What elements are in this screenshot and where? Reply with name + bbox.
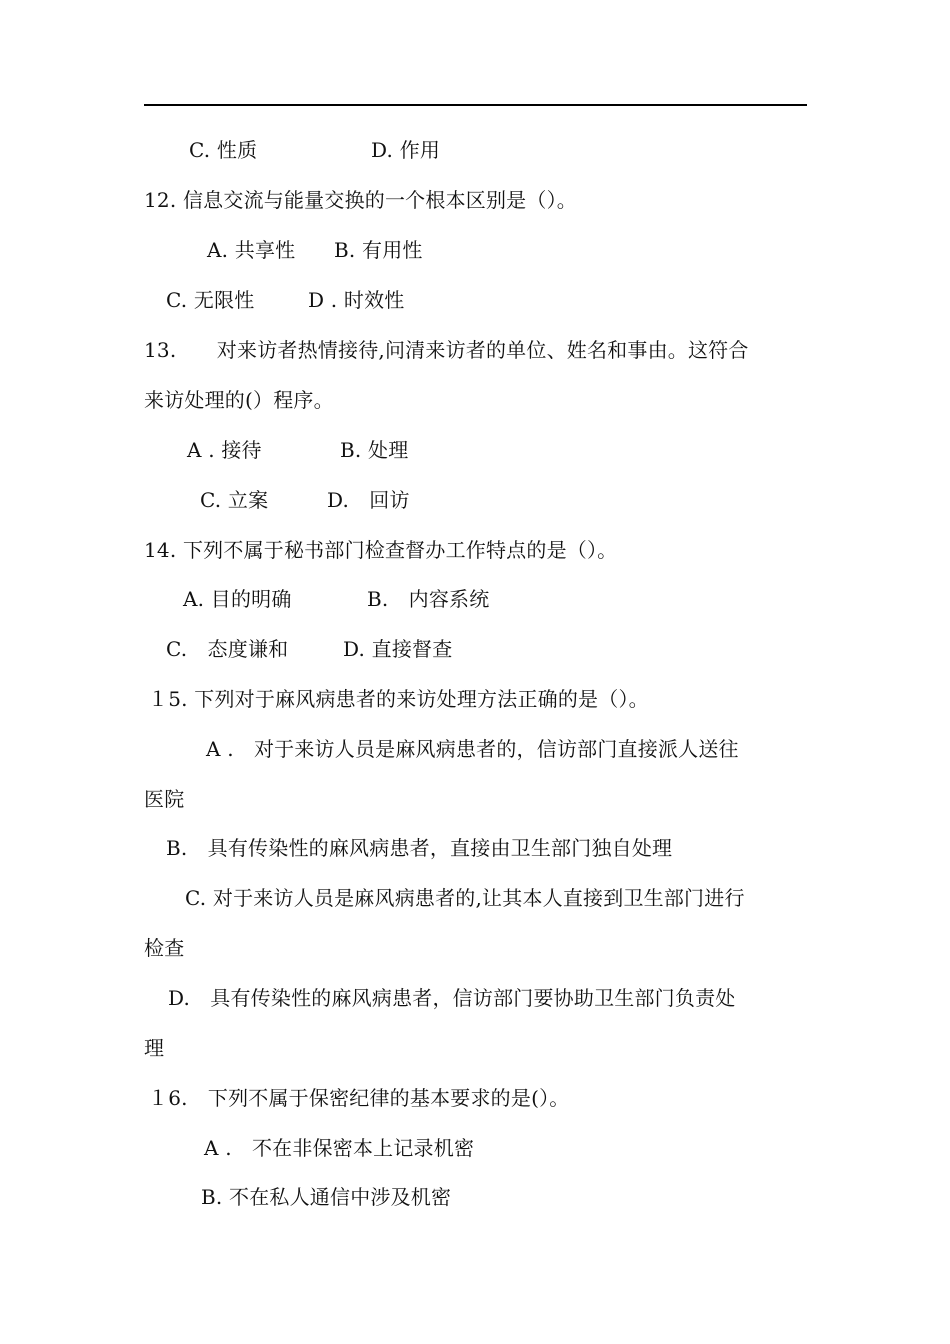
q13-option-d: D. 回访 — [327, 488, 410, 512]
question-13-line2: 来访处理的(）程序。 — [144, 388, 334, 412]
question-14: 14. 下列不属于秘书部门检查督办工作特点的是（）。 — [144, 538, 618, 562]
question-12: 12. 信息交流与能量交换的一个根本区别是（）。 — [144, 188, 577, 212]
q12-option-a: A. 共享性 — [207, 238, 296, 262]
header-rule — [144, 104, 807, 106]
question-15: １5. 下列对于麻风病患者的来访处理方法正确的是（）。 — [148, 687, 649, 711]
q16-option-b: B. 不在私人通信中涉及机密 — [201, 1185, 452, 1209]
q15-option-b: B. 具有传染性的麻风病患者，直接由卫生部门独自处理 — [166, 836, 673, 860]
q14-option-d: D. 直接督查 — [343, 637, 453, 661]
q15-option-c-line2: 检查 — [144, 936, 185, 960]
q12-option-d: D . 时效性 — [308, 288, 405, 312]
q15-option-a-line1: A . 对于来访人员是麻风病患者的，信访部门直接派人送往 — [206, 737, 739, 761]
q15-option-c-line1: C. 对于来访人员是麻风病患者的,让其本人直接到卫生部门进行 — [185, 886, 745, 910]
q14-option-c: C. 态度谦和 — [166, 637, 289, 661]
q16-option-a: A . 不在非保密本上记录机密 — [204, 1136, 475, 1160]
q12-option-b: B. 有用性 — [334, 238, 423, 262]
q13-option-a: A . 接待 — [187, 438, 262, 462]
q13-option-b: B. 处理 — [340, 438, 409, 462]
q15-option-d-line2: 理 — [144, 1036, 165, 1060]
q14-option-b: B. 内容系统 — [367, 587, 490, 611]
option-d-zuoyong: D. 作用 — [371, 138, 441, 162]
question-13-line1: 13. 对来访者热情接待,问清来访者的单位、姓名和事由。这符合 — [144, 338, 749, 362]
q15-option-a-line2: 医院 — [144, 787, 185, 811]
question-16: １6. 下列不属于保密纪律的基本要求的是(）。 — [148, 1086, 570, 1110]
q13-option-c: C. 立案 — [200, 488, 269, 512]
q14-option-a: A. 目的明确 — [183, 587, 292, 611]
q12-option-c: C. 无限性 — [166, 288, 255, 312]
q15-option-d-line1: D. 具有传染性的麻风病患者，信访部门要协助卫生部门负责处 — [168, 986, 736, 1010]
option-c-xingzhi: C. 性质 — [189, 138, 258, 162]
